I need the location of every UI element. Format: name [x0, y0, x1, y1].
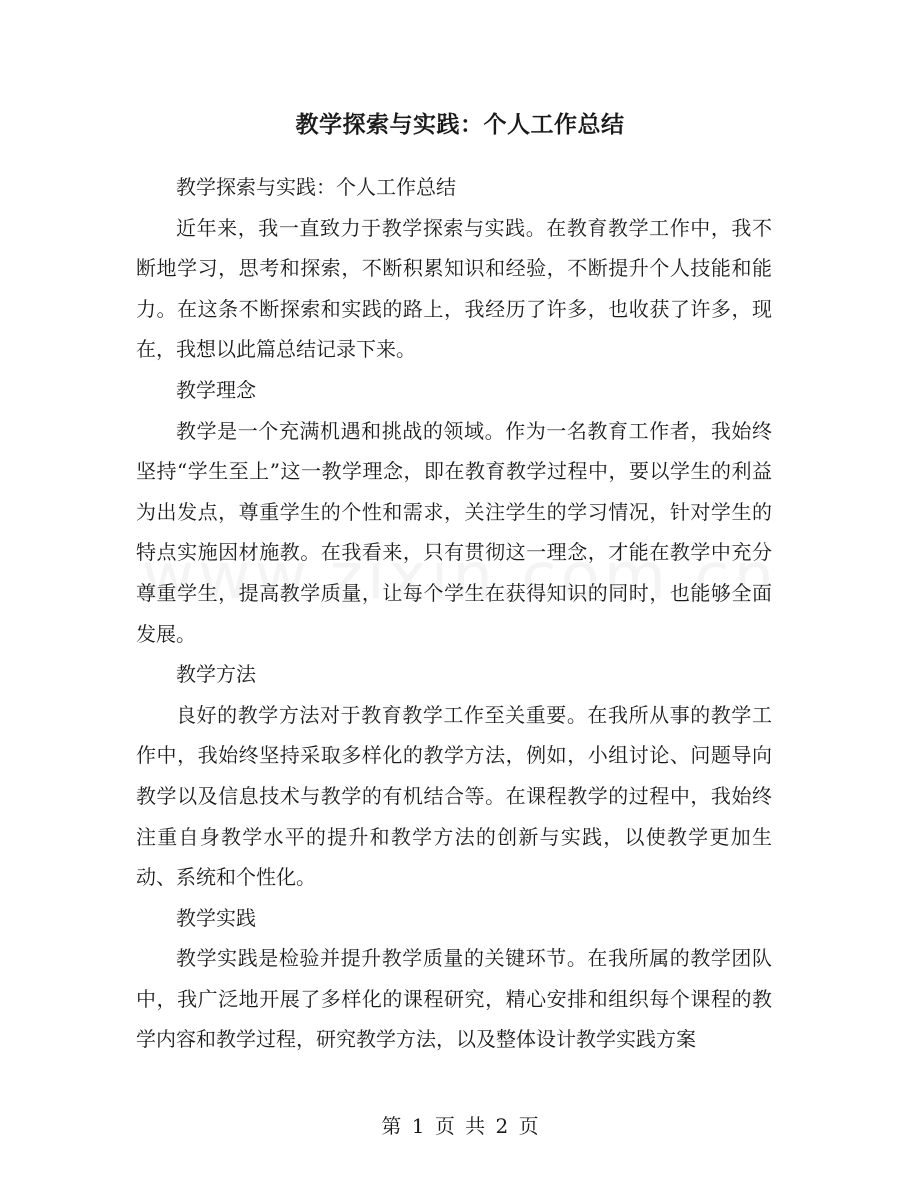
section-heading-philosophy: 教学理念	[176, 377, 256, 402]
paragraph-subtitle: 教学探索与实践：个人工作总结	[176, 175, 456, 199]
document-body	[136, 167, 772, 1060]
section-heading-methods: 教学方法	[176, 662, 256, 687]
section-heading-practice: 教学实践	[176, 905, 256, 930]
paragraph-philosophy: 教学是一个充满机遇和挑战的领域。作为一名教育工作者，我始终坚持“学生至上”这一教学理念，即在教育教学过程中，要以学生的利益为出发点，尊重学生的个性和需求，关注学生的学习情况，针对学生的特点实施因材施教。在我看来，只有贯彻这一理念，才能在教学中充分尊重学生，提高教学质量，让每个学生在获得知识的同时，也能够全面发展。	[136, 418, 772, 646]
document-title: 教学探索与实践：个人工作总结	[295, 111, 625, 138]
paragraph-practice: 教学实践是检验并提升教学质量的关键环节。在我所属的教学团队中，我广泛地开展了多样化的课程研究，精心安排和组织每个课程的教学内容和教学过程，研究教学方法，以及整体设计教学实践方案	[136, 946, 772, 1052]
page-footer: 第 1 页 共 2 页	[381, 1114, 539, 1138]
paragraph-intro: 近年来，我一直致力于教学探索与实践。在教育教学工作中，我不断地学习，思考和探索，不断积累知识和经验，不断提升个人技能和能力。在这条不断探索和实践的路上，我经历了许多，也收获了许多，现在，我想以此篇总结记录下来。	[136, 215, 772, 362]
paragraph-methods: 良好的教学方法对于教育教学工作至关重要。在我所从事的教学工作中，我始终坚持采取多样化的教学方法，例如，小组讨论、问题导向教学以及信息技术与教学的有机结合等。在课程教学的过程中，我始终注重自身教学水平的提升和教学方法的创新与实践，以使教学更加生动、系统和个性化。	[136, 702, 772, 890]
